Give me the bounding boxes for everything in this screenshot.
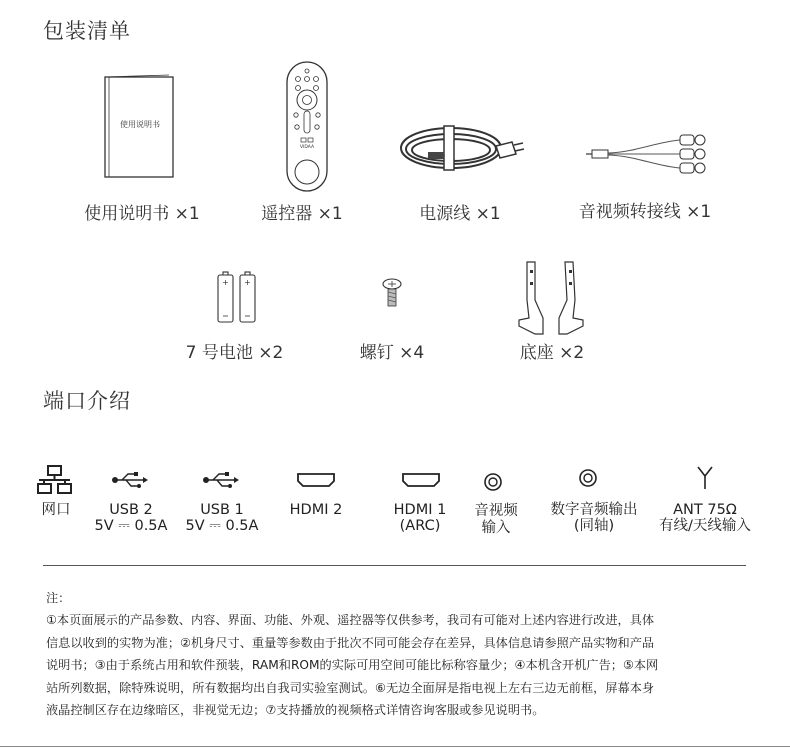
port-label-usb1 [177,502,267,534]
section-divider [43,565,746,566]
usb-icon [111,471,149,489]
port-name: 音视频 [474,503,518,519]
port-name: 网口 [41,502,71,518]
coaxial-output-icon [578,468,598,488]
av-input-icon [483,472,503,492]
port-spec: 有线/天线输入 [659,518,751,534]
hdmi-icon [401,471,441,489]
port-name: ANT 75Ω [673,502,737,518]
antenna-icon [696,466,714,490]
screw-illustration [381,278,403,308]
power-cord-illustration [396,118,526,178]
port-label-lan [26,502,86,518]
item-label-manual: 使用说明书 ×1 [84,204,200,224]
note-line: 说明书；③由于系统占用和软件预装，RAM和ROM的实际可用空间可能比标称容量少；④本机含开机广告；⑤本网 [46,658,659,672]
hdmi-icon [296,471,336,489]
usb-icon [202,471,240,489]
package-title: 包装清单 [43,19,131,43]
svg-text:+: + [244,278,251,287]
note-line: 信息以收到的实物为准；②机身尺寸、重量等参数由于批次不同可能会存在差异，具体信息请参照产品实物和产品 [46,635,655,650]
stand-illustration [515,260,587,338]
note-line: ①本页面展示的产品参数、内容、界面、功能、外观、遥控器等仅供参考，我司有可能对上述内容进行改进，具体 [46,613,655,627]
battery-illustration [216,270,258,324]
port-spec: 输入 [481,520,511,536]
port-label-hdmi1 [380,502,460,534]
port-label-coaxial [538,502,650,534]
port-label-antenna [646,502,764,534]
port-spec: 5V ⎓ 0.5A [94,518,168,534]
notes-heading: 注： [46,591,71,605]
bottom-rule [0,746,790,747]
port-label-usb2 [86,502,176,534]
note-line: 站所列数据，除特殊说明，所有数据均出自我司实验室测试。⑥无边全面屏是指电视上左右三边无前框，屏幕本身 [46,680,655,695]
item-label-av-cable: 音视频转接线 ×1 [578,202,712,222]
note-line: 液晶控制区存在边缘暗区，非视觉无边；⑦支持播放的视频格式详情咨询客服或参见说明书。 [46,703,545,717]
ports-title: 端口介绍 [43,389,131,413]
port-label-av-input [463,503,529,537]
item-label-power-cord: 电源线 ×1 [419,204,501,224]
network-icon [36,465,74,495]
item-label-batteries: 7 号电池 ×2 [185,343,284,363]
manual-cover-text: 使用说明书 [120,120,160,129]
remote-illustration [286,61,328,192]
item-label-screws: 螺钉 ×4 [359,343,425,363]
svg-text:+: + [222,278,229,287]
notes-body [46,609,756,722]
port-name: USB 1 [200,502,244,518]
port-spec: (同轴) [573,518,615,534]
item-label-stand: 底座 ×2 [519,343,585,363]
port-name: HDMI 2 [289,502,343,518]
av-cable-illustration [586,130,712,180]
item-label-remote: 遥控器 ×1 [261,204,343,224]
port-name: USB 2 [109,502,153,518]
port-name: HDMI 1 [393,502,447,518]
port-label-hdmi2 [276,502,356,518]
remote-brand: VIDAA [299,145,315,150]
port-spec: 5V ⎓ 0.5A [185,518,259,534]
port-name: 数字音频输出 [550,502,638,518]
port-spec: (ARC) [399,518,441,534]
